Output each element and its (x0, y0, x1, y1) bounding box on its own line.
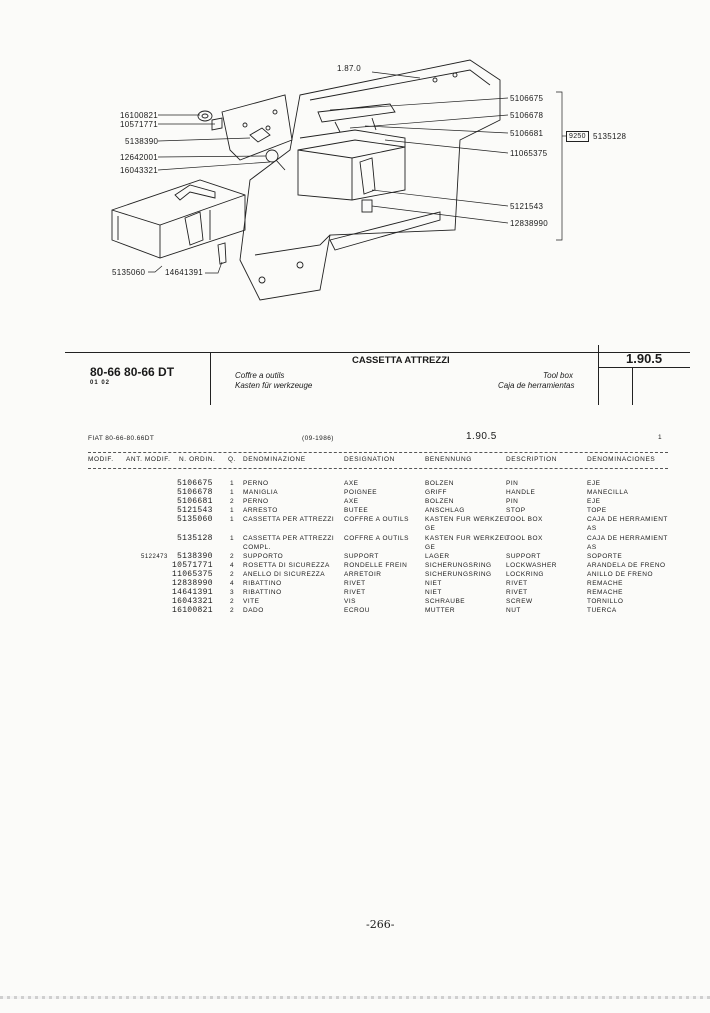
desc-it: RIBATTINO (243, 589, 282, 596)
table-row (0, 607, 710, 615)
qty: 4 (230, 562, 235, 569)
desc-es: TOPE (587, 507, 607, 514)
title-french: Coffre a outils (235, 371, 285, 380)
part-number: 5121543 (177, 506, 213, 515)
table-header-rule-top (88, 452, 668, 453)
part-number: 12838990 (172, 579, 213, 588)
page-number: -266- (366, 918, 395, 931)
table-header-rule-bottom (88, 468, 668, 469)
desc-de: NIET (425, 589, 442, 596)
desc-es: ARANDELA DE FRENO (587, 562, 666, 569)
desc-en: HANDLE (506, 489, 536, 496)
desc-es: CAJA DE HERRAMIENT (587, 535, 668, 542)
desc-de: GE (425, 544, 436, 551)
table-row (0, 507, 710, 515)
desc-es: AS (587, 544, 597, 551)
table-row (0, 562, 710, 570)
col-qty: Q. (228, 456, 237, 463)
callout-right-1: 5106675 (510, 94, 544, 103)
qty: 1 (230, 535, 235, 542)
table-row (0, 489, 710, 497)
table-row (0, 553, 710, 561)
title-spanish: Caja de herramientas (498, 381, 575, 390)
desc-en: TOOL BOX (506, 535, 543, 542)
desc-en: TOOL BOX (506, 516, 543, 523)
desc-it: MANIGLIA (243, 489, 279, 496)
desc-de: BOLZEN (425, 480, 455, 487)
desc-en: NUT (506, 607, 521, 614)
callout-right-6: 12838990 (510, 219, 548, 228)
part-number: 5135128 (177, 534, 213, 543)
table-row (0, 598, 710, 606)
desc-fr: RONDELLE FREIN (344, 562, 408, 569)
desc-es: CAJA DE HERRAMIENT (587, 516, 668, 523)
qty: 1 (230, 516, 235, 523)
desc-it: ARRESTO (243, 507, 278, 514)
table-meta-page: 1 (658, 434, 662, 441)
desc-it: ANELLO DI SICUREZZA (243, 571, 326, 578)
col-description: DESCRIPTION (506, 456, 558, 463)
title-top-rule (65, 352, 690, 353)
diagram-drawing (0, 0, 710, 345)
qty: 1 (230, 489, 235, 496)
table-row-continuation (0, 525, 710, 533)
desc-fr: VIS (344, 598, 356, 605)
part-number: 5106681 (177, 497, 213, 506)
desc-fr: BUTEE (344, 507, 369, 514)
part-number: 16043321 (172, 597, 213, 606)
desc-it: PERNO (243, 480, 269, 487)
desc-de: MUTTER (425, 607, 456, 614)
desc-es: ANILLO DE FRENO (587, 571, 654, 578)
desc-it: VITE (243, 598, 260, 605)
desc-en: PIN (506, 498, 519, 505)
part-number: 14641391 (172, 588, 213, 597)
desc-es: AS (587, 525, 597, 532)
col-denominaciones: DENOMINACIONES (587, 456, 656, 463)
callout-right-5: 5121543 (510, 202, 544, 211)
desc-en: RIVET (506, 580, 528, 587)
desc-it: RIBATTINO (243, 580, 282, 587)
desc-es: MANECILLA (587, 489, 629, 496)
col-benennung: BENENNUNG (425, 456, 472, 463)
title-divider-right (598, 345, 599, 405)
desc-fr: ECROU (344, 607, 370, 614)
title-english: Tool box (543, 371, 573, 380)
desc-fr: POIGNEE (344, 489, 378, 496)
qty: 3 (230, 589, 235, 596)
table-row (0, 516, 710, 524)
table-row-continuation (0, 544, 710, 552)
section-number: 1.90.5 (626, 351, 663, 366)
desc-de: LAGER (425, 553, 450, 560)
callout-left-5: 16043321 (120, 166, 158, 175)
title-german: Kasten für werkzeuge (235, 381, 313, 390)
desc-fr: AXE (344, 480, 359, 487)
part-number: 16100821 (172, 606, 213, 615)
parts-table-body (0, 480, 710, 620)
part-number: 5138390 (177, 552, 213, 561)
callout-left-1: 16100821 (120, 111, 158, 120)
desc-de: BOLZEN (425, 498, 455, 505)
desc-de: KASTEN FUR WERKZEU (425, 535, 510, 542)
col-ant-modif: ANT. MODIF. (126, 456, 171, 463)
desc-en: LOCKRING (506, 571, 544, 578)
scan-edge-bottom (0, 996, 710, 999)
desc-it: ROSETTA DI SICUREZZA (243, 562, 330, 569)
desc-en: PIN (506, 480, 519, 487)
desc-fr: SUPPORT (344, 553, 379, 560)
qty: 1 (230, 507, 235, 514)
desc-it: COMPL. (243, 544, 271, 551)
qty: 2 (230, 553, 235, 560)
desc-es: TORNILLO (587, 598, 624, 605)
table-meta-model: FIAT 80-66-80.66DT (88, 435, 155, 442)
desc-fr: COFFRE A OUTILS (344, 516, 409, 523)
title-block (65, 345, 690, 405)
col-n-ordin: N. ORDIN. (179, 456, 216, 463)
qty: 2 (230, 607, 235, 614)
part-number: 5135060 (177, 515, 213, 524)
desc-es: EJE (587, 498, 601, 505)
part-number: 10571771 (172, 561, 213, 570)
callout-bottom-1: 5135060 (112, 268, 146, 277)
desc-de: SCHRAUBE (425, 598, 466, 605)
desc-en: SUPPORT (506, 553, 541, 560)
title-divider-right-2 (632, 367, 633, 405)
desc-es: REMACHE (587, 589, 624, 596)
desc-fr: RIVET (344, 580, 366, 587)
kit-code-box: 9250 (566, 131, 589, 142)
desc-de: SICHERUNGSRING (425, 571, 492, 578)
desc-en: LOCKWASHER (506, 562, 557, 569)
qty: 1 (230, 480, 235, 487)
desc-de: GE (425, 525, 436, 532)
desc-it: CASSETTA PER ATTREZZI (243, 535, 335, 542)
desc-it: PERNO (243, 498, 269, 505)
desc-es: REMACHE (587, 580, 624, 587)
callout-right-2: 5106678 (510, 111, 544, 120)
desc-en: STOP (506, 507, 526, 514)
ant-modif: 5122473 (141, 554, 168, 560)
qty: 2 (230, 498, 235, 505)
desc-de: SICHERUNGSRING (425, 562, 492, 569)
table-row (0, 535, 710, 543)
table-row (0, 589, 710, 597)
table-row (0, 480, 710, 488)
table-row (0, 580, 710, 588)
qty: 2 (230, 598, 235, 605)
col-modif: MODIF. (88, 456, 114, 463)
qty: 2 (230, 571, 235, 578)
callout-left-3: 5138390 (125, 137, 159, 146)
table-meta-section: 1.90.5 (466, 431, 497, 442)
exploded-diagram (0, 0, 710, 345)
desc-it: CASSETTA PER ATTREZZI (243, 516, 335, 523)
callout-left-2: 10571771 (120, 120, 158, 129)
title-italian: CASSETTA ATTREZZI (352, 355, 450, 366)
model-code: 80-66 80-66 DT (90, 365, 175, 379)
desc-en: RIVET (506, 589, 528, 596)
desc-fr: AXE (344, 498, 359, 505)
desc-de: GRIFF (425, 489, 447, 496)
table-row (0, 571, 710, 579)
callout-right-4: 11065375 (510, 149, 548, 158)
callout-left-4: 12642001 (120, 153, 158, 162)
desc-de: KASTEN FUR WERKZEU (425, 516, 510, 523)
callout-right-3: 5106681 (510, 129, 544, 138)
desc-it: SUPPORTO (243, 553, 284, 560)
part-number: 5106678 (177, 488, 213, 497)
desc-de: NIET (425, 580, 442, 587)
qty: 4 (230, 580, 235, 587)
table-meta-date: (09-1986) (302, 435, 334, 442)
desc-it: DADO (243, 607, 264, 614)
callout-bottom-2: 14641391 (165, 268, 203, 277)
desc-de: ANSCHLAG (425, 507, 465, 514)
desc-en: SCREW (506, 598, 533, 605)
part-number: 11065375 (172, 570, 213, 579)
desc-es: SOPORTE (587, 553, 623, 560)
desc-es: TUERCA (587, 607, 617, 614)
part-number: 5106675 (177, 479, 213, 488)
col-denominazione: DENOMINAZIONE (243, 456, 306, 463)
desc-fr: RIVET (344, 589, 366, 596)
desc-fr: ARRETOIR (344, 571, 382, 578)
model-subcode: 01 02 (90, 380, 111, 386)
table-row (0, 498, 710, 506)
callout-assembly-ref: 1.87.0 (337, 64, 362, 73)
desc-es: EJE (587, 480, 601, 487)
title-section-underline (598, 367, 690, 368)
callout-kit-number: 5135128 (593, 132, 627, 141)
col-designation: DESIGNATION (344, 456, 395, 463)
title-divider-left (210, 352, 211, 405)
desc-fr: COFFRE A OUTILS (344, 535, 409, 542)
